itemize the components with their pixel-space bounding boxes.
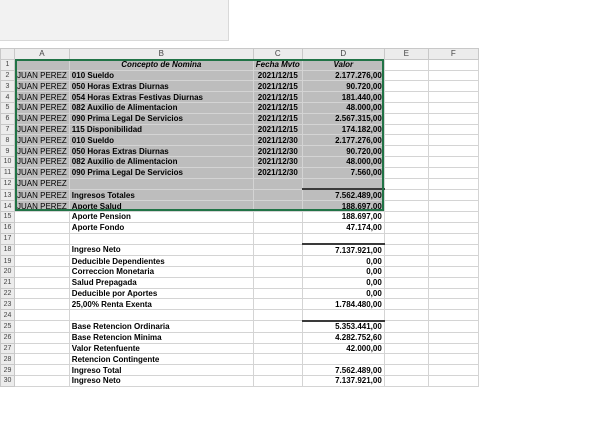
cell-empty[interactable] [428,321,478,332]
cell-empty[interactable] [384,256,428,267]
table-row [1,222,479,233]
cell-date[interactable] [253,189,302,200]
cell-empty[interactable] [384,146,428,157]
cell-empty[interactable] [428,354,478,365]
cell-empty[interactable] [384,244,428,255]
cell-empty[interactable] [428,201,478,212]
row-header[interactable]: 29 [1,365,15,376]
cell-value[interactable]: 174.182,00 [302,124,384,135]
cell-employee[interactable]: JUAN PEREZ [15,189,70,200]
cell-empty[interactable] [428,124,478,135]
cell-empty[interactable] [384,299,428,310]
cell-date[interactable]: 2021/12/30 [253,156,302,167]
cell-empty[interactable] [384,113,428,124]
cell-concept[interactable]: 25,00% Renta Exenta [69,299,253,310]
cell-date[interactable]: 2021/12/15 [253,113,302,124]
column-header-b[interactable]: B [69,49,253,60]
table-row [1,365,479,376]
row-header[interactable]: 7 [1,124,15,135]
row-header[interactable]: 2 [1,70,15,81]
row-header[interactable]: 4 [1,92,15,103]
cell-value[interactable]: 0,00 [302,288,384,299]
row-header[interactable]: 28 [1,354,15,365]
cell-employee[interactable] [15,310,70,321]
row-header[interactable]: 21 [1,277,15,288]
cell-empty[interactable] [384,70,428,81]
cell-value[interactable]: 5.353.441,00 [302,321,384,332]
cell-concept[interactable]: Aporte Pension [69,211,253,222]
cell-value[interactable]: 90.720,00 [302,81,384,92]
table-row [1,102,479,113]
table-row [1,146,479,157]
cell-empty[interactable] [384,222,428,233]
cell-empty[interactable] [384,332,428,343]
cell-concept[interactable]: Ingresos Totales [69,189,253,200]
cell-date[interactable] [253,332,302,343]
cell-date[interactable]: 2021/12/15 [253,70,302,81]
cell-employee[interactable]: JUAN PEREZ [15,201,70,212]
cell-date[interactable] [253,178,302,189]
cell-empty[interactable] [428,299,478,310]
cell-concept[interactable]: Deducible por Aportes [69,288,253,299]
cell-value[interactable]: 7.562.489,00 [302,365,384,376]
row-header[interactable]: 23 [1,299,15,310]
cell-employee[interactable]: JUAN PEREZ [15,70,70,81]
cell-concept[interactable]: 050 Horas Extras Diurnas [69,81,253,92]
cell-empty[interactable] [428,135,478,146]
cell-value[interactable] [302,178,384,189]
cell-empty[interactable] [384,124,428,135]
cell-date[interactable]: 2021/12/15 [253,124,302,135]
cell-concept[interactable]: Aporte Fondo [69,222,253,233]
cell-employee[interactable] [15,343,70,354]
cell-empty[interactable] [428,222,478,233]
table-row [1,332,479,343]
cell-empty[interactable] [428,167,478,178]
cell-employee[interactable]: JUAN PEREZ [15,113,70,124]
table-row [1,81,479,92]
cell-concept[interactable]: Retencion Contingente [69,354,253,365]
column-header-f[interactable]: F [428,49,478,60]
cell-concept[interactable] [69,310,253,321]
table-row [1,178,479,189]
cell-employee[interactable] [15,222,70,233]
cell-empty[interactable] [384,277,428,288]
cell-empty[interactable] [428,189,478,200]
table-row [1,92,479,103]
table-row [1,266,479,277]
cell-value[interactable]: 7.562.489,00 [302,189,384,200]
cell-value[interactable]: 0,00 [302,266,384,277]
cell-date[interactable]: 2021/12/15 [253,102,302,113]
cell-empty[interactable] [428,70,478,81]
cell-date[interactable] [253,266,302,277]
column-header-row [1,49,479,60]
cell-empty[interactable] [428,59,478,70]
cell-empty[interactable] [384,288,428,299]
row-header[interactable]: 30 [1,375,15,386]
column-header-a[interactable]: A [15,49,70,60]
cell-value[interactable]: 2.567.315,00 [302,113,384,124]
cell-value[interactable]: 2.177.276,00 [302,70,384,81]
cell-employee[interactable] [15,233,70,244]
cell-empty[interactable] [428,332,478,343]
cell-employee[interactable]: JUAN PEREZ [15,178,70,189]
cell-date[interactable] [253,211,302,222]
cell-concept[interactable]: Ingreso Total [69,365,253,376]
cell-empty[interactable] [384,375,428,386]
cell-employee[interactable] [15,59,70,70]
table-row [1,113,479,124]
cell-empty[interactable] [428,343,478,354]
table-row [1,211,479,222]
cell-concept[interactable]: 050 Horas Extras Diurnas [69,146,253,157]
row-header[interactable]: 13 [1,189,15,200]
cell-employee[interactable]: JUAN PEREZ [15,167,70,178]
cell-value[interactable]: 188.697,00 [302,201,384,212]
cell-empty[interactable] [384,189,428,200]
cell-employee[interactable] [15,266,70,277]
cell-value[interactable]: 181.440,00 [302,92,384,103]
cell-employee[interactable] [15,321,70,332]
cell-empty[interactable] [384,354,428,365]
cell-concept[interactable]: Deducible Dependientes [69,256,253,267]
ribbon-area [0,0,229,41]
cell-date[interactable] [253,375,302,386]
cell-empty[interactable] [428,277,478,288]
cell-concept[interactable] [69,178,253,189]
cell-empty[interactable] [384,310,428,321]
cell-employee[interactable]: JUAN PEREZ [15,102,70,113]
row-header[interactable]: 15 [1,211,15,222]
row-header[interactable]: 18 [1,244,15,255]
row-header[interactable]: 20 [1,266,15,277]
cell-date[interactable] [253,277,302,288]
column-header-c[interactable]: C [253,49,302,60]
cell-date[interactable] [253,299,302,310]
cell-value[interactable] [302,354,384,365]
cell-concept[interactable]: Aporte Salud [69,201,253,212]
table-row [1,135,479,146]
cell-value[interactable]: 4.282.752,60 [302,332,384,343]
row-header[interactable]: 10 [1,156,15,167]
cell-employee[interactable] [15,288,70,299]
cell-empty[interactable] [428,310,478,321]
cell-date[interactable] [253,233,302,244]
row-header[interactable]: 3 [1,81,15,92]
row-header[interactable]: 27 [1,343,15,354]
cell-concept[interactable]: Valor Retenfuente [69,343,253,354]
row-header[interactable]: 9 [1,146,15,157]
cell-value[interactable]: 188.697,00 [302,211,384,222]
cell-empty[interactable] [428,233,478,244]
table-row [1,244,479,255]
table-row [1,299,479,310]
cell-concept[interactable]: 082 Auxilio de Alimentacion [69,156,253,167]
cell-date[interactable] [253,354,302,365]
cell-empty[interactable] [384,102,428,113]
table-row [1,59,479,70]
cell-value[interactable]: Valor [302,59,384,70]
table-row [1,256,479,267]
cell-employee[interactable] [15,332,70,343]
cell-empty[interactable] [428,375,478,386]
cell-empty[interactable] [428,266,478,277]
cell-value[interactable]: 48.000,00 [302,156,384,167]
cell-concept[interactable] [69,233,253,244]
cell-empty[interactable] [384,81,428,92]
cell-employee[interactable]: JUAN PEREZ [15,124,70,135]
cell-value[interactable]: 0,00 [302,277,384,288]
cell-empty[interactable] [384,59,428,70]
cell-concept[interactable]: Ingreso Neto [69,375,253,386]
cell-value[interactable]: 7.137.921,00 [302,375,384,386]
row-header[interactable]: 22 [1,288,15,299]
cell-employee[interactable] [15,354,70,365]
row-header[interactable]: 5 [1,102,15,113]
row-header[interactable]: 25 [1,321,15,332]
column-header-d[interactable]: D [302,49,384,60]
cell-empty[interactable] [384,156,428,167]
cell-empty[interactable] [384,167,428,178]
row-header[interactable]: 6 [1,113,15,124]
cell-employee[interactable] [15,375,70,386]
cell-empty[interactable] [428,102,478,113]
cell-concept[interactable]: Concepto de Nomina [69,59,253,70]
cell-date[interactable] [253,365,302,376]
cell-value[interactable]: 1.784.480,00 [302,299,384,310]
cell-empty[interactable] [384,211,428,222]
cell-empty[interactable] [384,321,428,332]
table-row [1,310,479,321]
table-row [1,354,479,365]
cell-employee[interactable] [15,211,70,222]
cell-value[interactable]: 42.000,00 [302,343,384,354]
cell-date[interactable]: 2021/12/30 [253,146,302,157]
cell-concept[interactable]: 082 Auxilio de Alimentacion [69,102,253,113]
cell-concept[interactable]: Ingreso Neto [69,244,253,255]
cell-employee[interactable] [15,244,70,255]
cell-empty[interactable] [428,288,478,299]
cell-value[interactable]: 47.174,00 [302,222,384,233]
row-header[interactable]: 14 [1,201,15,212]
cell-concept[interactable]: 115 Disponibilidad [69,124,253,135]
row-header[interactable]: 17 [1,233,15,244]
row-header[interactable]: 12 [1,178,15,189]
cell-employee[interactable]: JUAN PEREZ [15,92,70,103]
table-row [1,321,479,332]
cell-empty[interactable] [384,201,428,212]
cell-date[interactable]: Fecha Mvto [253,59,302,70]
table-row [1,343,479,354]
row-header[interactable]: 26 [1,332,15,343]
cell-concept[interactable]: 090 Prima Legal De Servicios [69,113,253,124]
cell-date[interactable]: 2021/12/30 [253,135,302,146]
table-row [1,189,479,200]
table-row [1,167,479,178]
cell-date[interactable]: 2021/12/15 [253,92,302,103]
table-row [1,156,479,167]
cell-employee[interactable]: JUAN PEREZ [15,156,70,167]
cell-date[interactable] [253,244,302,255]
cell-concept[interactable]: 010 Sueldo [69,70,253,81]
row-header[interactable]: 8 [1,135,15,146]
cell-empty[interactable] [428,92,478,103]
cell-empty[interactable] [428,256,478,267]
cell-date[interactable]: 2021/12/15 [253,81,302,92]
cell-employee[interactable]: JUAN PEREZ [15,135,70,146]
row-header[interactable]: 1 [1,59,15,70]
cell-empty[interactable] [428,146,478,157]
cell-employee[interactable] [15,277,70,288]
cell-value[interactable]: 7.137.921,00 [302,244,384,255]
cell-empty[interactable] [384,135,428,146]
row-header[interactable]: 19 [1,256,15,267]
cell-employee[interactable] [15,299,70,310]
cell-empty[interactable] [384,365,428,376]
cell-date[interactable] [253,321,302,332]
spreadsheet-grid[interactable] [0,48,479,387]
cell-concept[interactable]: 054 Horas Extras Festivas Diurnas [69,92,253,103]
cell-date[interactable] [253,201,302,212]
table-row [1,70,479,81]
cell-empty[interactable] [428,244,478,255]
cell-date[interactable] [253,222,302,233]
cell-value[interactable]: 0,00 [302,256,384,267]
cell-value[interactable]: 48.000,00 [302,102,384,113]
cell-empty[interactable] [428,156,478,167]
cell-empty[interactable] [428,365,478,376]
cell-empty[interactable] [384,266,428,277]
cell-value[interactable] [302,310,384,321]
cell-value[interactable] [302,233,384,244]
cell-empty[interactable] [384,178,428,189]
cell-concept[interactable]: Salud Prepagada [69,277,253,288]
row-header[interactable]: 16 [1,222,15,233]
table-row [1,288,479,299]
cell-concept[interactable]: Base Retencion Ordinaria [69,321,253,332]
cell-empty[interactable] [384,92,428,103]
cell-employee[interactable]: JUAN PEREZ [15,146,70,157]
cell-date[interactable]: 2021/12/30 [253,167,302,178]
cell-employee[interactable] [15,365,70,376]
cell-empty[interactable] [428,113,478,124]
cell-date[interactable] [253,256,302,267]
table-row [1,201,479,212]
cell-value[interactable]: 7.560,00 [302,167,384,178]
row-header[interactable]: 24 [1,310,15,321]
cell-concept[interactable]: Base Retencion Minima [69,332,253,343]
cell-empty[interactable] [428,178,478,189]
cell-date[interactable] [253,288,302,299]
cell-employee[interactable] [15,256,70,267]
cell-value[interactable]: 90.720,00 [302,146,384,157]
table-row [1,124,479,135]
cell-date[interactable] [253,310,302,321]
cell-empty[interactable] [428,81,478,92]
cell-concept[interactable]: 090 Prima Legal De Servicios [69,167,253,178]
select-all-corner[interactable] [1,49,15,60]
cell-date[interactable] [253,343,302,354]
cell-concept[interactable]: 010 Sueldo [69,135,253,146]
cell-empty[interactable] [384,343,428,354]
table-row [1,233,479,244]
cell-empty[interactable] [428,211,478,222]
row-header[interactable]: 11 [1,167,15,178]
cell-empty[interactable] [384,233,428,244]
cell-employee[interactable]: JUAN PEREZ [15,81,70,92]
table-row [1,277,479,288]
table-row [1,375,479,386]
cell-concept[interactable]: Correccion Monetaria [69,266,253,277]
cell-value[interactable]: 2.177.276,00 [302,135,384,146]
column-header-e[interactable]: E [384,49,428,60]
